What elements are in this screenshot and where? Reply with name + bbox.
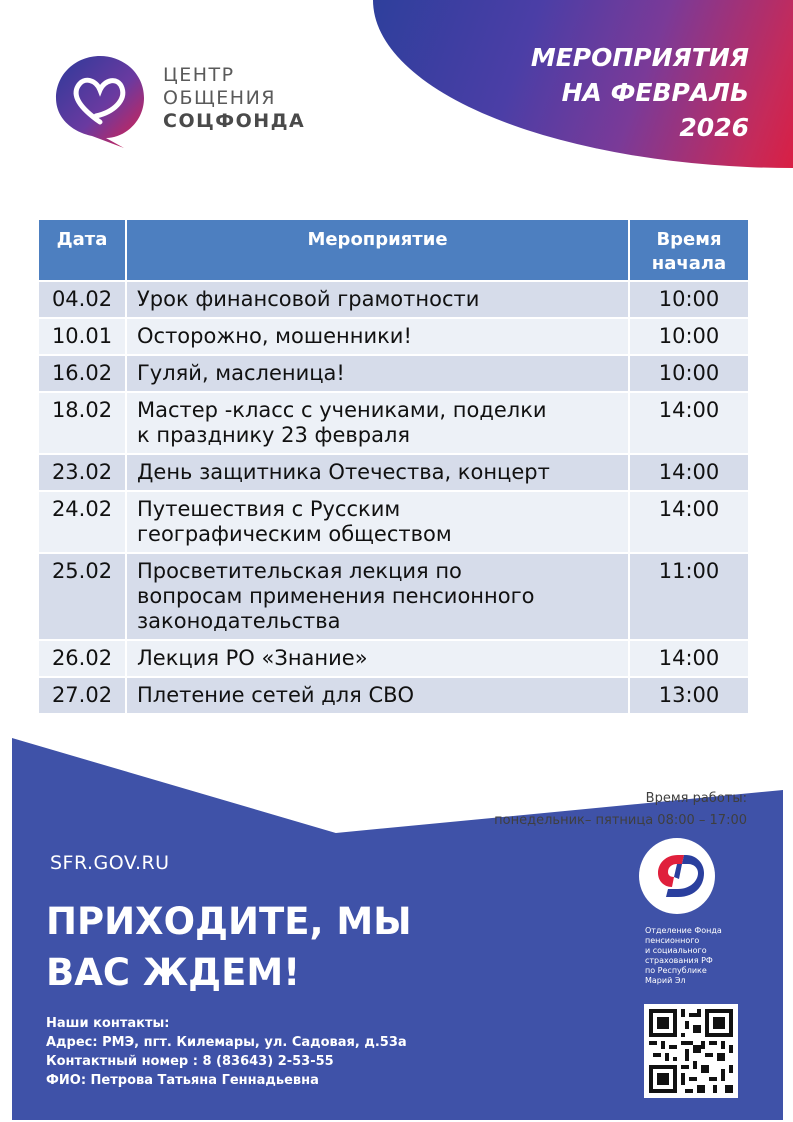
table-row [38, 491, 749, 553]
time-header-line: начала [651, 253, 727, 274]
event-name-line: к празднику 23 февраля [137, 423, 411, 447]
logo-wordmark [163, 64, 305, 133]
event-time: 10:00 [629, 281, 749, 318]
event-time: 11:00 [629, 553, 749, 640]
event-name [126, 355, 629, 392]
heart-speech-bubble-icon [50, 50, 150, 150]
title-line: НА ФЕВРАЛЬ [561, 78, 749, 107]
table-row [38, 281, 749, 318]
event-name-line: Осторожно, мошенники! [137, 324, 412, 348]
event-date: 10.01 [38, 318, 126, 355]
table-row [38, 553, 749, 640]
logo-line: ЦЕНТР [163, 64, 235, 86]
event-name-line: Путешествия с Русским [137, 497, 401, 521]
event-time: 14:00 [629, 454, 749, 491]
event-time: 14:00 [629, 392, 749, 454]
title-line: МЕРОПРИЯТИЯ [530, 43, 749, 72]
contact-phone: Контактный номер : 8 (83643) 2-53-55 [46, 1054, 334, 1069]
title-line: 2026 [679, 113, 749, 142]
event-time: 10:00 [629, 318, 749, 355]
time-column-header [629, 219, 749, 281]
table-row [38, 640, 749, 677]
org-name-line: и социального [645, 946, 707, 955]
event-name-line: Гуляй, масленица! [137, 361, 345, 385]
table-row [38, 677, 749, 714]
event-name [126, 281, 629, 318]
contacts-heading: Наши контакты: [46, 1016, 170, 1031]
org-name-line: Марий Эл [645, 976, 686, 985]
logo-line: СОЦФОНДА [163, 110, 306, 132]
events-table [37, 218, 750, 715]
qr-code-icon[interactable] [649, 1009, 733, 1093]
website-link[interactable]: SFR.GOV.RU [50, 852, 170, 874]
event-name-line: вопросам применения пенсионного [137, 584, 535, 608]
slogan-line: ВАС ЖДЕМ! [46, 951, 301, 994]
event-time: 10:00 [629, 355, 749, 392]
logo-line: ОБЩЕНИЯ [163, 87, 276, 109]
event-name-line: Просветительская лекция по [137, 559, 462, 583]
event-date: 25.02 [38, 553, 126, 640]
event-date: 26.02 [38, 640, 126, 677]
time-header-line: Время [656, 229, 722, 250]
slogan-line: ПРИХОДИТЕ, МЫ [46, 900, 412, 943]
table-header-row [38, 219, 749, 281]
event-date: 27.02 [38, 677, 126, 714]
table-row [38, 355, 749, 392]
event-date: 24.02 [38, 491, 126, 553]
event-time: 13:00 [629, 677, 749, 714]
org-name-line: Отделение Фонда [645, 926, 722, 935]
table-row [38, 392, 749, 454]
event-time: 14:00 [629, 491, 749, 553]
table-row [38, 318, 749, 355]
event-date: 23.02 [38, 454, 126, 491]
event-name-line: Плетение сетей для СВО [137, 683, 415, 707]
event-name-line: Мастер -класс с учениками, поделки [137, 398, 547, 422]
working-hours [347, 788, 747, 832]
slogan [46, 896, 566, 998]
event-name-line: Лекция РО «Знание» [137, 646, 368, 670]
event-name [126, 677, 629, 714]
event-date: 18.02 [38, 392, 126, 454]
event-name-line: День защитника Отечества, концерт [137, 460, 550, 484]
event-name-line: географическим обществом [137, 522, 452, 546]
contact-person: ФИО: Петрова Татьяна Геннадьевна [46, 1073, 319, 1088]
event-column-header: Мероприятие [126, 219, 629, 281]
event-name [126, 640, 629, 677]
date-column-header: Дата [38, 219, 126, 281]
org-name-line: страхования РФ [645, 956, 713, 965]
event-name [126, 454, 629, 491]
sfr-logo-icon [648, 851, 706, 899]
event-date: 04.02 [38, 281, 126, 318]
page-title [419, 40, 749, 145]
event-name [126, 553, 629, 640]
event-name [126, 491, 629, 553]
event-name-line: Урок финансовой грамотности [137, 287, 480, 311]
org-name-line: по Республике [645, 966, 707, 975]
event-time: 14:00 [629, 640, 749, 677]
event-name [126, 318, 629, 355]
table-row [38, 454, 749, 491]
contact-address: Адрес: РМЭ, пгт. Килемары, ул. Садовая, д.53а [46, 1035, 407, 1050]
org-name-line: пенсионного [645, 936, 700, 945]
event-date: 16.02 [38, 355, 126, 392]
hours-label: Время работы: [645, 791, 747, 806]
contacts-block [46, 1014, 546, 1090]
event-name [126, 392, 629, 454]
event-name-line: законодательства [137, 609, 341, 633]
hours-value: понедельник– пятница 08:00 – 17:00 [494, 813, 747, 828]
org-name [645, 926, 755, 986]
